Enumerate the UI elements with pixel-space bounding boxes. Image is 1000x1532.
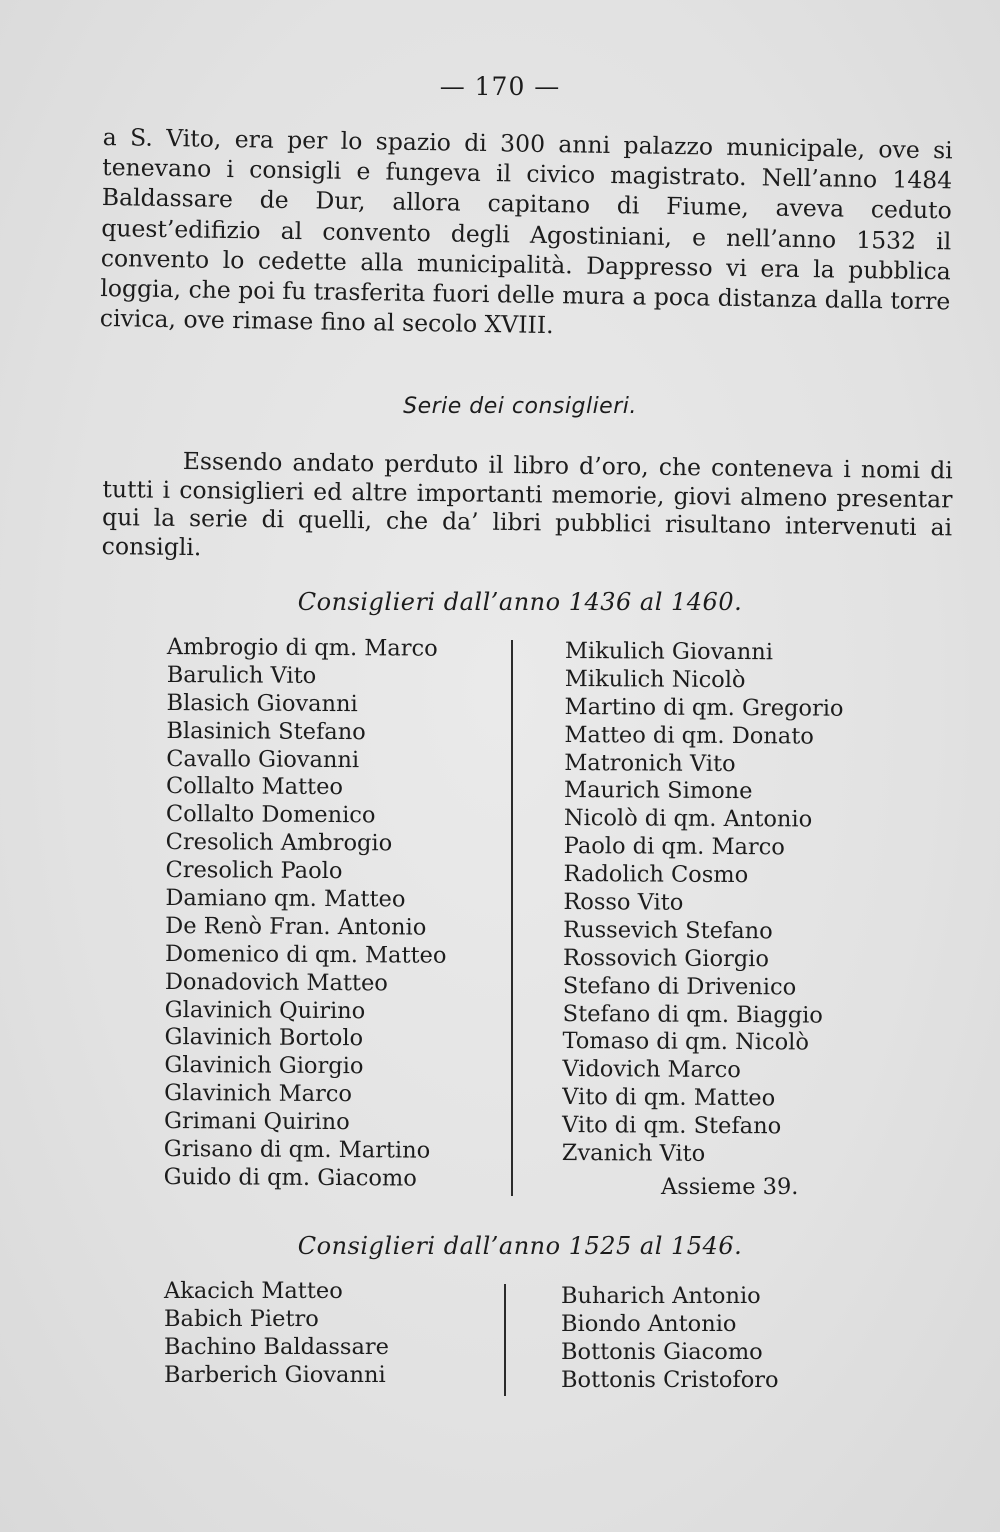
name-entry: Stefano di qm. Biaggio — [562, 1000, 823, 1029]
name-entry: Biondo Antonio — [561, 1310, 737, 1337]
name-entry: Bottonis Cristoforo — [561, 1366, 779, 1393]
names-column-left-1 — [164, 634, 449, 1194]
name-entry: Vidovich Marco — [562, 1056, 741, 1084]
name-entry: Guido di qm. Giacomo — [163, 1163, 417, 1192]
names-column-left-2 — [164, 1278, 389, 1390]
name-entry: Martino di qm. Gregorio — [564, 693, 844, 722]
name-entry: Barulich Vito — [166, 661, 317, 689]
name-entry: Vito di qm. Stefano — [561, 1112, 782, 1140]
name-entry: Glavinich Marco — [164, 1080, 353, 1108]
name-entry: Glavinich Quirino — [164, 996, 366, 1024]
name-entry: Akacich Matteo — [164, 1278, 343, 1304]
page-number: — 170 — — [439, 72, 561, 101]
name-entry: Barberich Giovanni — [164, 1361, 386, 1388]
name-entry: Ambrogio di qm. Marco — [166, 634, 438, 662]
name-entry: Rossovich Giorgio — [562, 944, 770, 973]
name-entry: Blasinich Stefano — [166, 717, 366, 745]
name-entry: Cavallo Giovanni — [166, 745, 360, 773]
name-entry: Stefano di Drivenico — [562, 972, 797, 1001]
name-entry: Vito di qm. Matteo — [562, 1084, 776, 1112]
name-entry: Cresolich Ambrogio — [165, 829, 393, 857]
name-entry: Rosso Vito — [563, 889, 684, 916]
names-column-right-1 — [562, 638, 844, 1170]
name-entry: Domenico di qm. Matteo — [164, 940, 447, 969]
name-entry: Maurich Simone — [563, 777, 753, 805]
name-entry: Damiano qm. Matteo — [165, 885, 406, 913]
names-column-right-2 — [561, 1283, 779, 1395]
name-entry: Blasich Giovanni — [166, 689, 358, 717]
name-entry: Collalto Domenico — [165, 801, 376, 829]
name-entry: Bachino Baldassare — [164, 1333, 389, 1360]
name-entry: Matronich Vito — [564, 749, 736, 777]
name-entry: Grisano di qm. Martino — [163, 1136, 431, 1164]
name-entry: Babich Pietro — [164, 1305, 319, 1332]
name-entry: Matteo di qm. Donato — [564, 721, 814, 750]
name-entry: Glavinich Giorgio — [164, 1052, 364, 1080]
name-entry: Glavinich Bortolo — [164, 1024, 364, 1052]
name-entry: Collalto Matteo — [165, 773, 344, 801]
name-entry: Tomaso di qm. Nicolò — [562, 1028, 809, 1056]
name-entry: Grimani Quirino — [163, 1108, 350, 1136]
name-entry: Radolich Cosmo — [563, 861, 749, 889]
name-entry: Zvanich Vito — [561, 1140, 706, 1167]
name-entry: Donadovich Matteo — [164, 968, 388, 997]
name-entry: Bottonis Giacomo — [561, 1338, 763, 1365]
list-title-1436-1460: Consiglieri dall’anno 1436 al 1460. — [297, 588, 743, 616]
name-entry: Paolo di qm. Marco — [563, 833, 785, 861]
name-entry: Russevich Stefano — [563, 916, 773, 945]
paragraph-series-intro: Essendo andato perduto il libro d’oro, che conteneva i nomi di tutti i consiglieri ed altre importanti memorie, giovi almeno presentar qui la serie di quelli, che da’ libri pubblici risultano intervenuti ai consigli. — [101, 446, 953, 561]
column-divider — [511, 640, 513, 1196]
name-entry: De Renò Fran. Antonio — [165, 912, 427, 941]
section-heading: Serie dei consiglieri. — [403, 394, 637, 419]
name-entry: Nicolò di qm. Antonio — [563, 805, 813, 833]
name-entry: Mikulich Giovanni — [564, 638, 774, 666]
paragraph-intro: a S. Vito, era per lo spazio di 300 anni palazzo municipale, ove si tenevano i consigli e fungeva il civico magistrato. Nell’anno 1484 Baldassare de Dur, allora capitano di Fiume, aveva ceduto quest’edifizio al convento degli Agostiniani, e nell’anno 1532 il convento lo cedette alla municipalità. Dappresso vi era la pubblica loggia, che poi fu trasferita fuori delle mura a poca distanza dalla torre civica, ove rimase fino al secolo XVIII. — [99, 122, 953, 340]
total-count: Assieme 39. — [661, 1174, 799, 1200]
list-title-1525-1546: Consiglieri dall’anno 1525 al 1546. — [297, 1232, 743, 1260]
name-entry: Mikulich Nicolò — [564, 665, 746, 693]
name-entry: Buharich Antonio — [561, 1283, 761, 1309]
name-entry: Cresolich Paolo — [165, 857, 343, 885]
column-divider — [504, 1284, 506, 1396]
